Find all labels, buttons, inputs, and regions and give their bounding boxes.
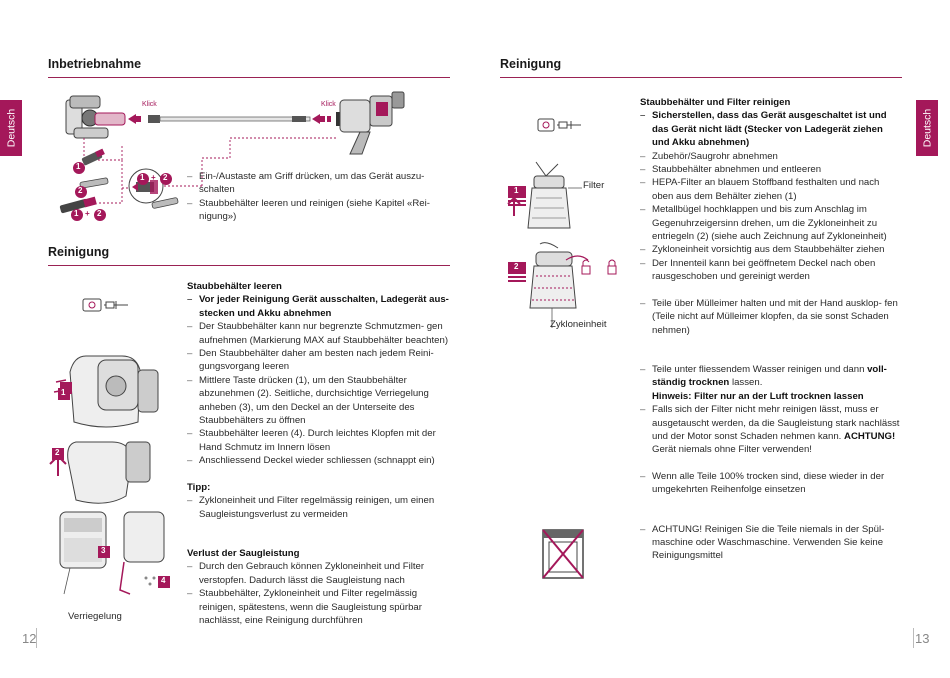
left-language-tab-label: Deutsch	[5, 108, 17, 148]
right-bullet-5: – Zykloneinheit vorsichtig aus dem Staubbehälter ziehen	[640, 243, 902, 256]
handheld-vacuum-drawing	[336, 92, 404, 154]
left-title-rule-2	[48, 265, 450, 266]
badge-2-step-label: 2	[55, 448, 60, 457]
badge-1plus2-right-a: 1	[140, 173, 145, 182]
badge-1plus2-right-b: 2	[163, 173, 168, 182]
zykloneinheit-label: Zykloneinheit	[550, 319, 607, 330]
extension-tube-drawing	[148, 115, 310, 123]
verlust-bullet-1: – Durch den Gebrauch können Zykloneinheit und Filter verstopfen. Dadurch lässt die Saugleistung nach	[187, 560, 449, 587]
right-bullet-wash	[640, 363, 902, 390]
right-bullet-dishwasher: – ACHTUNG! Reinigen Sie die Teile niemals in der Spül- maschine oder Waschmaschine. Verwenden Sie keine Reinigungsmittel	[640, 523, 902, 563]
right-bullet-3: – HEPA-Filter an blauem Stoffband festhalten und nach oben aus dem Behälter ziehen (1)	[640, 176, 902, 203]
right-bullet-2: – Staubbehälter abnehmen und entleeren	[640, 163, 902, 176]
badge-2-cyclone-label: 2	[514, 262, 519, 271]
right-title-rule	[500, 77, 902, 78]
right-bullet-4: – Metallbügel hochklappen und bis zum Anschlag im Gegenuhrzeigersinn drehen, um die Zykloneinheit zu entriegeln (2) (siehe auch Zeichnung auf Zykloneinheit)	[640, 203, 902, 243]
connect-arrow-1	[128, 114, 141, 124]
wash-text-post: lassen.	[729, 377, 763, 389]
hinweis-note: Hinweis: Filter nur an der Luft trocknen lassen	[652, 390, 864, 402]
no-dishwasher-icon	[541, 528, 585, 580]
badge-1-step-label: 1	[61, 388, 66, 397]
left-bullet-4: – Staubbehälter leeren (4). Durch leichtes Klopfen mit der Hand Schmutz im Innern lösen	[187, 427, 449, 454]
verlust-heading: Verlust der Saugleistung	[187, 547, 300, 559]
left-bullet-1: – Der Staubbehälter kann nur begrenzte Schmutzmen- gen aufnehmen (Markierung MAX auf Staubbehälter beachten)	[187, 320, 449, 347]
right-bullet-tap: – Teile über Mülleimer halten und mit der Hand ausklop- fen (Teile nicht auf Mülleimer klopfen, da sie sonst Schaden nehmen)	[640, 297, 902, 337]
cyclone-unlock-drawing	[506, 238, 626, 330]
dust-container-open-drawing	[50, 508, 170, 604]
left-title-reinigung: Reinigung	[48, 245, 110, 259]
badge-1-setup-label: 1	[76, 162, 81, 171]
badge-2-setup-label: 2	[78, 186, 83, 195]
staubbehaelter-filter-heading: Staubbehälter und Filter reinigen	[640, 97, 791, 108]
right-bullet-filter	[640, 403, 902, 457]
badge-4-step-label: 4	[161, 576, 166, 585]
right-bold-bullet: – Sicherstellen, dass das Gerät ausgeschaltet ist und das Gerät nicht lädt (Stecker von Ladegerät ziehen und Akku abnehmen)	[640, 109, 902, 149]
badge-1plus2-right-plus: +	[151, 173, 156, 182]
badge-1plus2-left-a: 1	[74, 209, 79, 218]
filter-label: Filter	[583, 180, 605, 191]
wash-text-bold: voll- ständig trocknen	[652, 363, 887, 389]
setup-bullets	[187, 170, 445, 224]
badge-1plus2-left-plus: +	[85, 209, 90, 218]
left-page-number: 12	[22, 631, 37, 646]
unplug-icon-left	[82, 298, 130, 312]
right-cleaning-text	[640, 96, 902, 563]
left-cleaning-text	[187, 280, 449, 627]
left-title-rule-1	[48, 77, 450, 78]
verriegelung-label: Verriegelung	[68, 611, 122, 622]
achtung-bold: ACHTUNG!	[844, 430, 896, 442]
setup-bullet-1: – Ein-/Austaste am Griff drücken, um das Gerät auszu- schalten	[187, 170, 445, 197]
right-bullet-dry: – Wenn alle Teile 100% trocken sind, diese wieder in der umgekehrten Reihenfolge einsetzen	[640, 470, 902, 497]
unplug-icon-right	[537, 118, 583, 132]
left-language-tab	[0, 100, 22, 156]
dust-container-remove-drawing	[46, 436, 166, 508]
achtung-rest: Gerät niemals ohne Filter verwenden!	[652, 444, 812, 456]
connect-arrow-2	[312, 114, 331, 124]
accessory-dotted-guides	[84, 138, 132, 203]
verlust-bullet-2: – Staubbehälter, Zykloneinheit und Filter regelmässig reinigen, spätestens, wenn die Saugleistung spürbar nachlässt, eine Reinigung durchführen	[187, 587, 449, 627]
badge-3-step-label: 3	[101, 546, 106, 555]
right-page-margin-line	[913, 628, 914, 648]
filter-text: Falls sich der Filter nicht mehr reinigen lässt, muss er ausgetauscht werden, da die Saugleistung stark nachlässt und der Motor sonst Schaden nehmen kann.	[652, 404, 900, 442]
klick-label-1: Klick	[142, 101, 157, 108]
staubbehaelter-leeren-heading: Staubbehälter leeren	[187, 281, 282, 292]
tipp-bullet-1: – Zykloneinheit und Filter regelmässig reinigen, um einen Saugleistungsverlust zu vermeiden	[187, 494, 449, 521]
left-bullet-2: – Den Staubbehälter daher am besten nach jedem Reini- gungsvorgang leeren	[187, 347, 449, 374]
wash-text-pre: Teile unter fliessendem Wasser reinigen und dann	[652, 363, 868, 375]
left-bullet-5: – Anschliessend Deckel wieder schliessen (schnappt ein)	[187, 454, 449, 467]
setup-bullet-2: – Staubbehälter leeren und reinigen (siehe Kapitel «Rei- nigung»)	[187, 197, 445, 224]
floor-nozzle-drawing	[66, 96, 125, 138]
right-language-tab-label: Deutsch	[921, 108, 933, 148]
left-bullet-3: – Mittlere Taste drücken (1), um den Staubbehälter abzunehmen (2). Seitliche, durchsichtige Verriegelung anheben (3), um den Deckel an der Unterseite des Staubbehälters zu öffnen	[187, 374, 449, 428]
right-bullet-1: – Zubehör/Saugrohr abnehmen	[640, 150, 902, 163]
right-bullet-6: – Der Innenteil kann bei geöffnetem Deckel nach oben rausgeschoben und gereinigt werden	[640, 257, 902, 284]
tipp-heading: Tipp:	[187, 481, 211, 493]
klick-label-2: Klick	[321, 101, 336, 108]
badge-1-filter-label: 1	[514, 186, 519, 195]
right-title-reinigung: Reinigung	[500, 57, 562, 71]
right-language-tab	[916, 100, 938, 156]
left-page-margin-line	[36, 628, 37, 648]
left-bold-bullet: – Vor jeder Reinigung Gerät ausschalten, Ladegerät aus- stecken und Akku abnehmen	[187, 293, 449, 320]
badge-1plus2-left-b: 2	[97, 209, 102, 218]
left-title-inbetriebnahme: Inbetriebnahme	[48, 57, 142, 71]
right-page-number: 13	[915, 631, 930, 646]
